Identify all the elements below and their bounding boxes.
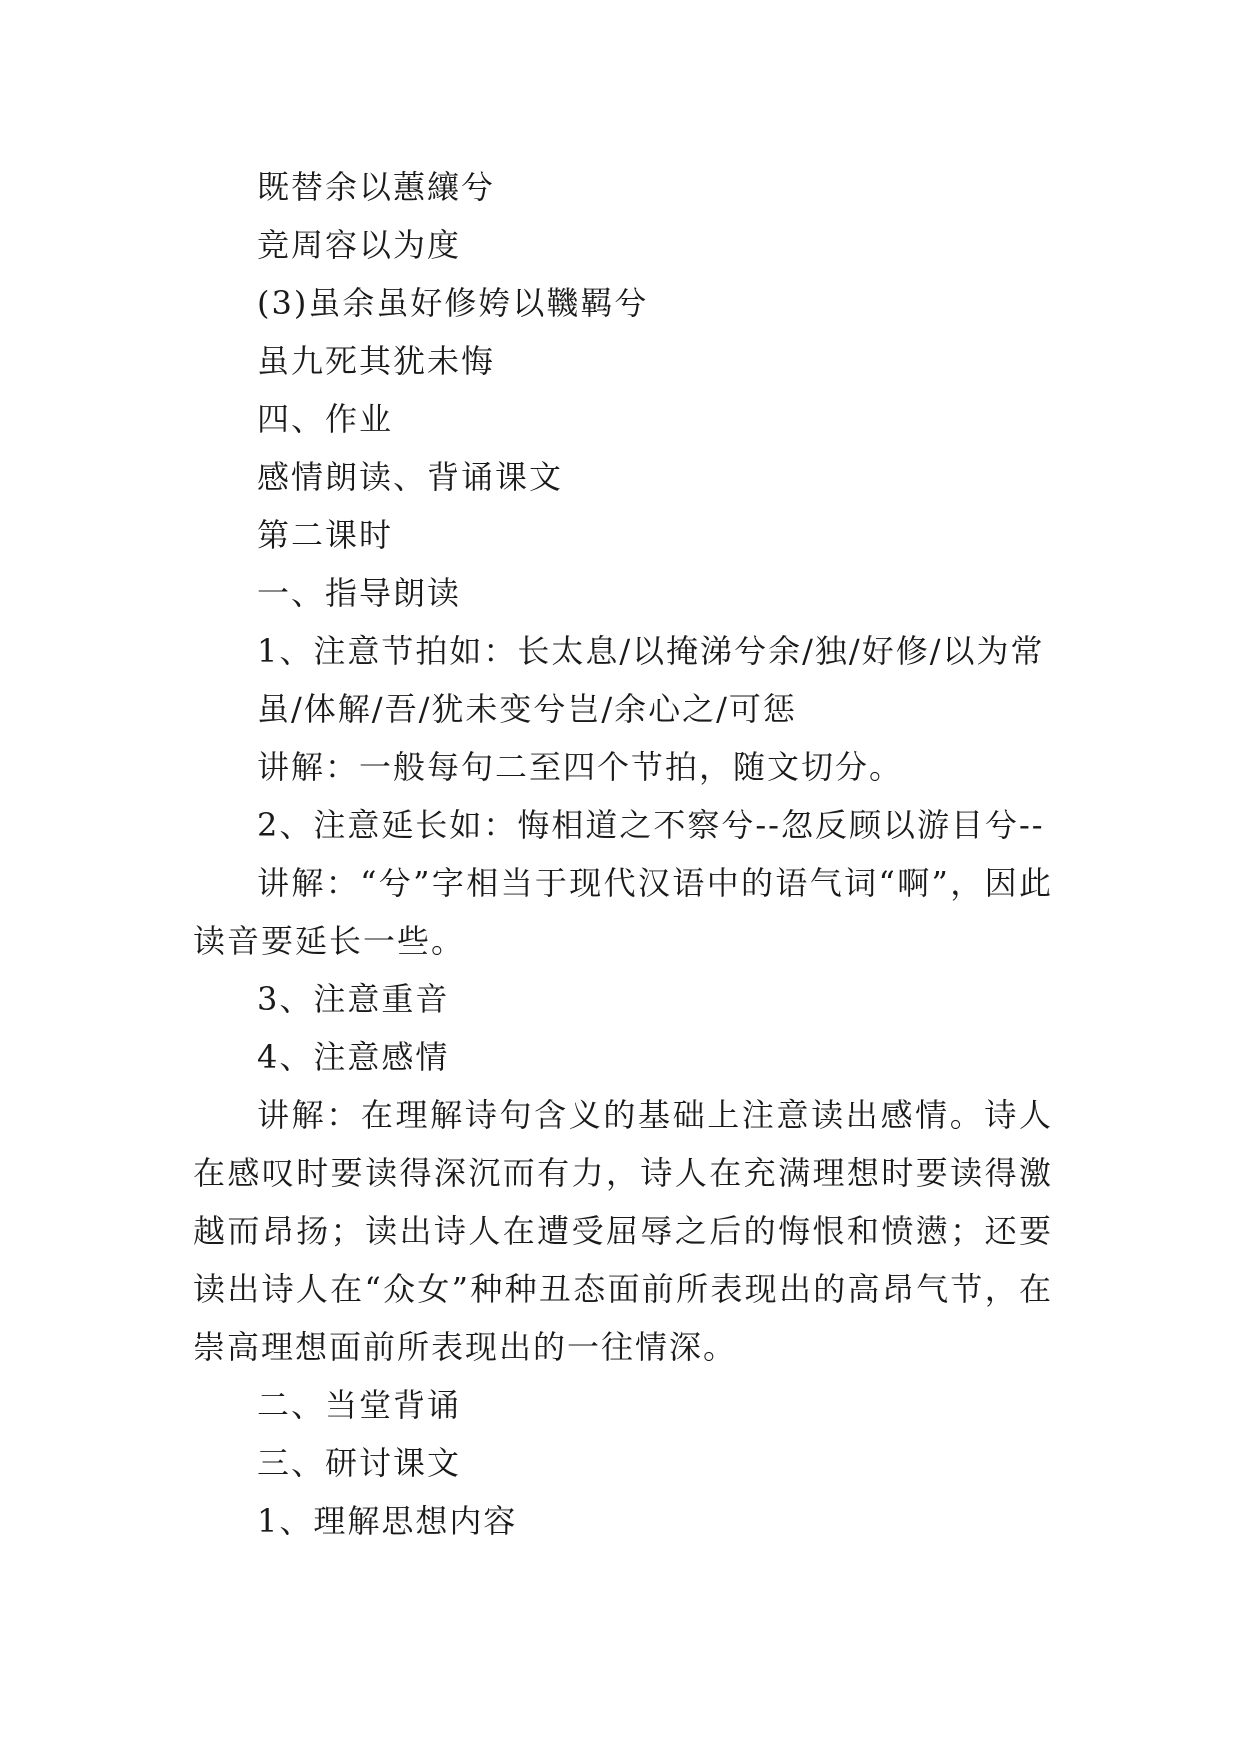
text-line: 既替余以蕙纕兮 xyxy=(257,168,496,206)
text-line: 3、注意重音 xyxy=(257,980,450,1018)
text-line: 1、理解思想内容 xyxy=(257,1502,518,1540)
paragraph: 讲解：在理解诗句含义的基础上注意读出感情。诗人在感叹时要读得深沉而有力，诗人在充满理想时要读得激越而昂扬；读出诗人在遭受屈辱之后的悔恨和愤懑；还要读出诗人在“众女”种种丑态面前所表现出的高昂气节，在崇高理想面前所表现出的一往情深。 xyxy=(193,1096,1053,1366)
document-body xyxy=(193,158,1053,1550)
paragraph: 讲解：“兮”字相当于现代汉语中的语气词“啊”，因此读音要延长一些。 xyxy=(193,864,1053,960)
section-heading: 三、研讨课文 xyxy=(257,1444,462,1482)
text-line: 虽九死其犹未悔 xyxy=(257,342,496,380)
text-line: 2、注意延长如：悔相道之不察兮--忽反顾以游目兮-- xyxy=(257,806,1045,844)
text-line: 讲解：一般每句二至四个节拍，随文切分。 xyxy=(257,748,904,786)
section-heading: 第二课时 xyxy=(257,516,394,554)
text-line: 1、注意节拍如：长太息/以掩涕兮余/独/好修/以为常 xyxy=(257,632,1045,670)
text-line: 竞周容以为度 xyxy=(257,226,462,264)
section-heading: 一、指导朗读 xyxy=(257,574,462,612)
section-heading: 四、作业 xyxy=(257,400,394,438)
text-line: 感情朗读、背诵课文 xyxy=(257,458,564,496)
text-line: (3)虽余虽好修姱以鞿羁兮 xyxy=(257,284,649,322)
text-line: 4、注意感情 xyxy=(257,1038,450,1076)
text-line: 虽/体解/吾/犹未变兮岂/余心之/可惩 xyxy=(257,690,797,728)
section-heading: 二、当堂背诵 xyxy=(257,1386,462,1424)
